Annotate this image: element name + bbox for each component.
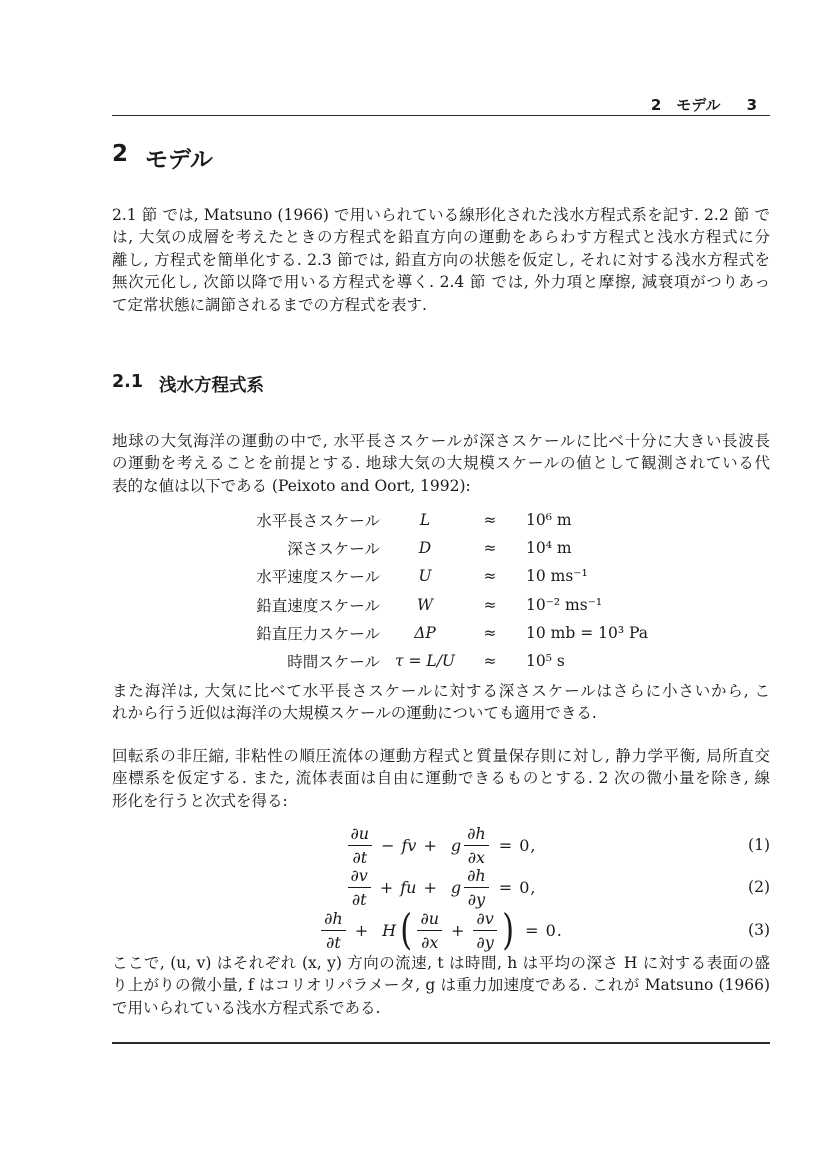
operator: −: [381, 835, 395, 855]
subsection-heading: [112, 372, 264, 397]
scale-symbol: ΔP: [414, 623, 436, 642]
operator: +: [423, 835, 437, 855]
scale-label: 時間スケール: [287, 653, 380, 672]
approx-sign: ≈: [483, 511, 497, 530]
math-coefficient: g: [450, 835, 462, 855]
fraction-denominator: ∂t: [352, 847, 368, 867]
paragraph-line: 2.1 節 では, Matsuno (1966) で用いられている線形化された浅水方程式系を記す. 2.2 節 で: [112, 206, 770, 224]
fraction: [417, 909, 442, 952]
approx-sign: ≈: [483, 652, 497, 671]
fraction: [464, 824, 489, 867]
math-coefficient: H: [382, 920, 397, 940]
fraction-numerator: ∂v: [473, 909, 496, 931]
approx-sign: ≈: [483, 539, 497, 558]
fraction-numerator: ∂h: [321, 909, 346, 931]
scale-value: 10⁵ s: [526, 652, 565, 671]
fraction-denominator: ∂y: [476, 932, 494, 952]
scale-value: 10⁻² ms⁻¹: [526, 595, 603, 614]
fraction-denominator: ∂x: [467, 847, 486, 867]
scale-symbol: U: [418, 567, 432, 586]
equation-number: (3): [748, 921, 770, 939]
page-header: [112, 94, 770, 115]
operator: +: [354, 920, 369, 940]
fraction-numerator: ∂u: [348, 824, 373, 846]
operator: +: [379, 877, 394, 897]
equation-rhs: = 0.: [525, 920, 563, 940]
fraction-denominator: ∂t: [351, 889, 367, 909]
approx-sign: ≈: [483, 595, 497, 614]
paragraph-line: れから行う近似は海洋の大規模スケールの運動についても適用できる.: [112, 704, 597, 723]
paragraph-scales-intro: [112, 430, 770, 497]
subsection-title: 浅水方程式系: [159, 376, 265, 396]
paragraph-line: 無次元化し, 次節以降で用いる方程式を導く. 2.4 節 では, 外力項と摩擦, 減衰項がつりあっ: [112, 273, 770, 292]
scales-table: [112, 506, 770, 675]
approx-sign: ≈: [483, 567, 497, 586]
open-paren: (: [400, 905, 413, 954]
equation-number: (2): [748, 878, 770, 896]
section-number: 2: [112, 141, 129, 167]
paragraph-line: また海洋は, 大気に比べて水平長さスケールに対する深さスケールはさらに小さいから, こ: [112, 682, 770, 700]
scale-label: 水平長さスケール: [256, 512, 380, 531]
fraction: [348, 866, 371, 909]
subsection-number: 2.1: [112, 372, 144, 392]
paragraph-assumptions: [112, 745, 770, 812]
fraction: [464, 866, 489, 909]
paragraph-line: 地球の大気海洋の運動の中で, 水平長さスケールが深さスケールに比べ十分に大きい長波長: [112, 432, 770, 450]
scale-label: 鉛直圧力スケール: [256, 624, 380, 643]
scale-value: 10⁶ m: [526, 511, 572, 530]
fraction: [348, 824, 373, 867]
fraction-denominator: ∂y: [467, 889, 486, 909]
equation-number: (1): [748, 836, 770, 854]
fraction: [321, 909, 346, 952]
approx-sign: ≈: [483, 623, 497, 642]
fraction-numerator: ∂h: [464, 866, 489, 888]
section-title: モデル: [145, 147, 213, 173]
operator: +: [451, 920, 465, 940]
paragraph-line: て定常状態に調節されるまでの方程式を表す.: [112, 295, 427, 314]
equation-block: [112, 824, 770, 952]
paragraph-line: ここで, (u, v) はそれぞれ (x, y) 方向の流速, t は時間, h は平均の深さ H に対する表面の盛: [112, 954, 770, 972]
scale-label: 鉛直速度スケール: [256, 596, 380, 615]
math-term: fv: [401, 835, 417, 855]
scale-symbol: L: [419, 511, 431, 530]
paragraph-line: の運動を考えることを前提とする. 地球大気の大規模スケールの値として観測されている代: [112, 454, 770, 473]
scale-symbol: D: [418, 539, 432, 558]
math-term: fu: [400, 877, 417, 897]
scale-value: 10 mb = 10³ Pa: [526, 623, 648, 642]
fraction-denominator: ∂x: [421, 932, 439, 952]
scale-value: 10⁴ m: [526, 539, 572, 558]
paragraph-line: 回転系の非圧縮, 非粘性の順圧流体の運動方程式と質量保存則に対し, 静力学平衡, 局所直交: [112, 747, 770, 765]
math-coefficient: g: [450, 877, 462, 897]
fraction-numerator: ∂u: [417, 909, 442, 931]
fraction: [473, 909, 496, 952]
equation-3: [112, 905, 770, 954]
paragraph-line: 形化を行うと次式を得る:: [112, 791, 288, 810]
equation-rhs: = 0,: [498, 877, 537, 897]
paragraph-variable-definitions: [112, 952, 770, 1019]
section-heading: [112, 141, 213, 174]
scale-label: 深さスケール: [287, 540, 380, 559]
header-page-number: 3: [746, 96, 757, 114]
paragraph-line: 離し, 方程式を簡単化する. 2.3 節では, 鉛直方向の状態を仮定し, それに対する浅水方程式を: [112, 250, 770, 269]
scale-label: 水平速度スケール: [256, 568, 380, 587]
close-paren: ): [502, 905, 514, 954]
scale-symbol: W: [417, 595, 433, 614]
paragraph-ocean-remark: [112, 680, 770, 725]
header-rule: [112, 115, 770, 116]
scale-symbol: τ = L/U: [395, 652, 455, 671]
equation-2: [112, 866, 770, 908]
scale-value: 10 ms⁻¹: [526, 567, 588, 586]
paragraph-line: 座標系を仮定する. また, 流体表面は自由に運動できるものとする. 2 次の微小量を除き, 線: [112, 769, 770, 788]
footer-rule: [112, 1042, 770, 1044]
paragraph-line: 表的な値は以下である (Peixoto and Oort, 1992):: [112, 476, 471, 495]
equation-1: [112, 824, 770, 866]
paragraph-line: は, 大気の成層を考えたときの方程式を鉛直方向の運動をあらわす方程式と浅水方程式に分: [112, 228, 770, 247]
equation-rhs: = 0,: [498, 835, 537, 855]
operator: +: [423, 877, 437, 897]
paragraph-line: で用いられている浅水方程式系である.: [112, 998, 381, 1017]
fraction-denominator: ∂t: [326, 932, 341, 952]
header-section-label: 2 モデル: [650, 96, 721, 114]
paragraph-line: り上がりの微小量, f はコリオリパラメータ, g は重力加速度である. これが Matsuno (1966): [112, 976, 770, 995]
fraction-numerator: ∂h: [464, 824, 489, 846]
paragraph-intro: [112, 204, 770, 316]
fraction-numerator: ∂v: [348, 866, 371, 888]
